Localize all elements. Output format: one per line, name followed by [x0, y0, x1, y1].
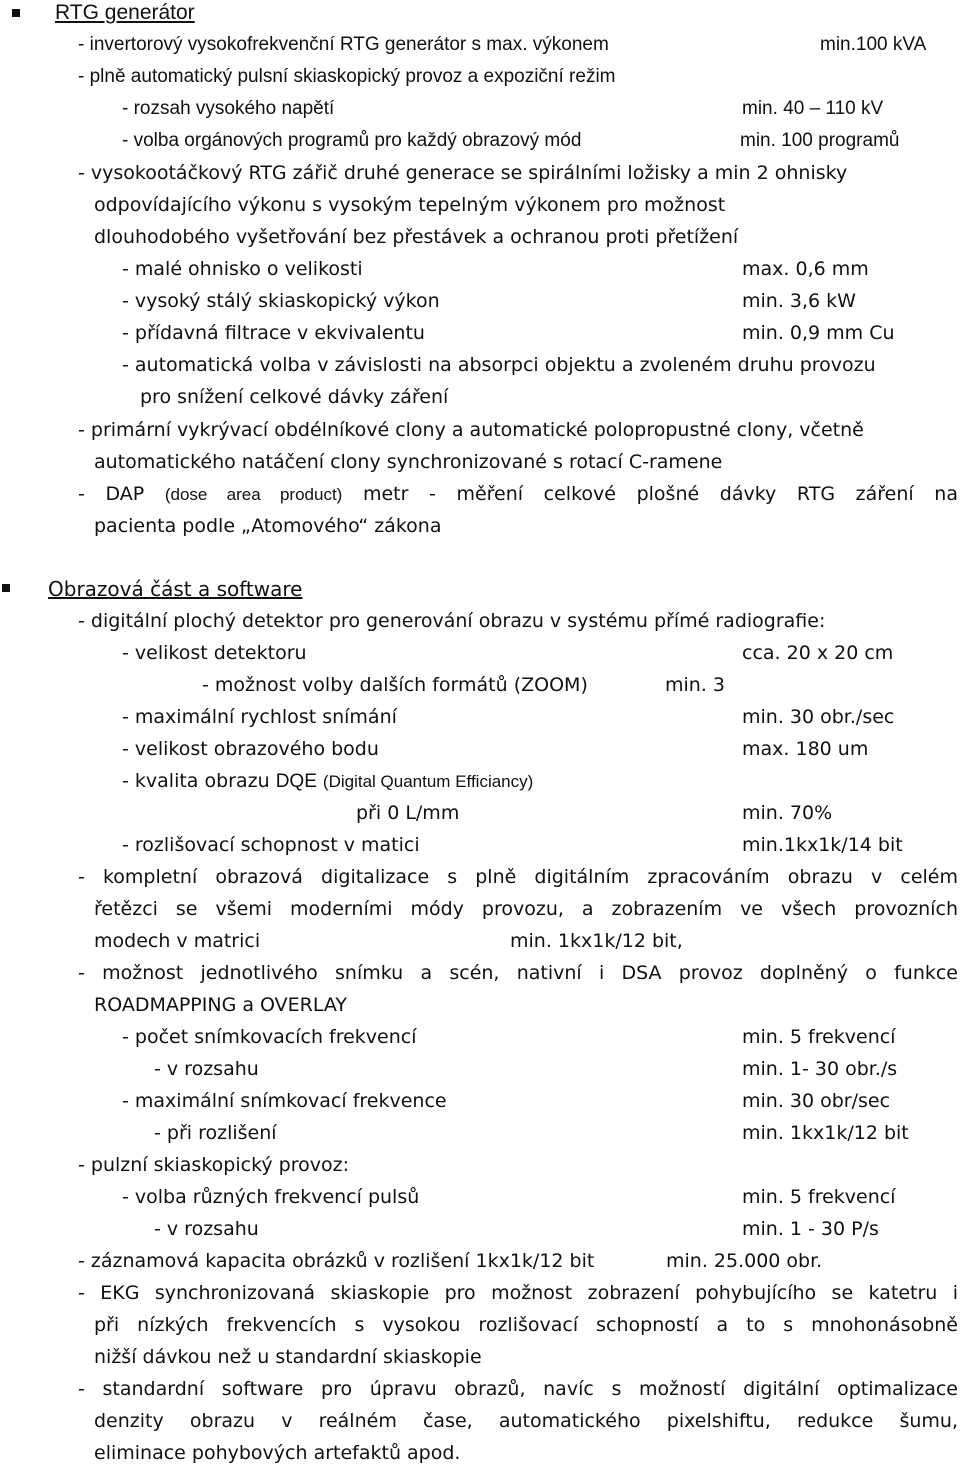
spec-line: - v rozsahu — [154, 1218, 259, 1240]
spec-line: denzity obrazu v reálném čase, automatického pixelshiftu, redukce šumu, — [94, 1410, 958, 1432]
spec-line: - rozsah vysokého napětí — [122, 98, 335, 119]
spec-value: min.100 kVA — [820, 34, 927, 55]
spec-line-dqe — [122, 769, 533, 794]
spec-line: - velikost detektoru — [122, 642, 307, 664]
dap-label: - DAP — [78, 483, 145, 505]
section-bullet — [2, 584, 10, 592]
spec-line: - standardní software pro úpravu obrazů, navíc s možností digitální optimalizace — [78, 1378, 958, 1400]
spec-line: řetězci se všemi moderními módy provozu, a zobrazením ve všech provozních — [94, 898, 958, 920]
spec-line: - možnost jednotlivého snímku a scén, nativní i DSA provoz doplněný o funkce — [78, 962, 958, 984]
spec-line: odpovídajícího výkonu s vysokým tepelným výkonem pro možnost — [94, 194, 726, 216]
spec-value: min.1kx1k/14 bit — [742, 834, 903, 856]
spec-value: min. 40 – 110 kV — [742, 98, 884, 119]
spec-line: při nízkých frekvencích s vysokou rozlišovací schopností a to s mnohonásobně — [94, 1314, 958, 1336]
dap-description: metr - měření celkové plošné dávky RTG záření na — [362, 483, 958, 505]
spec-line: - digitální plochý detektor pro generování obrazu v systému přímé radiografie: — [78, 610, 826, 632]
spec-line: automatického natáčení clony synchronizované s rotací C-ramene — [94, 451, 723, 473]
spec-value: min. 5 frekvencí — [742, 1026, 896, 1048]
section-bullet — [12, 9, 20, 17]
spec-line: - vysokootáčkový RTG zářič druhé generace se spirálními ložisky a min 2 ohnisky — [78, 162, 848, 184]
spec-line: - volba orgánových programů pro každý obrazový mód — [122, 130, 582, 151]
section-title-imaging: Obrazová část a software — [48, 577, 303, 601]
spec-line: pacienta podle „Atomového“ zákona — [94, 515, 442, 537]
spec-line: - maximální snímkovací frekvence — [122, 1090, 447, 1112]
spec-line: modech v matrici — [94, 930, 261, 952]
spec-value: min. 30 obr/sec — [742, 1090, 891, 1112]
spec-value: min. 70% — [742, 802, 833, 824]
spec-value: min. 0,9 mm Cu — [742, 322, 895, 344]
spec-value: min. 1kx1k/12 bit — [742, 1122, 909, 1144]
spec-line: - plně automatický pulsní skiaskopický provoz a expoziční režim — [78, 66, 616, 87]
spec-line: - počet snímkovacích frekvencí — [122, 1026, 417, 1048]
spec-value: min. 100 programů — [740, 130, 900, 151]
spec-line: - kompletní obrazová digitalizace s plně digitálním zpracováním obrazu v celém — [78, 866, 958, 888]
spec-value: min. 25.000 obr. — [666, 1250, 823, 1272]
dqe-expansion: (Digital Quantum Efficiancy) — [322, 772, 534, 791]
spec-line: - při rozlišení — [154, 1122, 277, 1144]
spec-line: - přídavná filtrace v ekvivalentu — [122, 322, 425, 344]
spec-line: - invertorový vysokofrekvenční RTG generátor s max. výkonem — [78, 34, 609, 55]
spec-line: - volba různých frekvencí pulsů — [122, 1186, 420, 1208]
spec-value: min. 1kx1k/12 bit, — [510, 930, 683, 952]
dap-expansion: (dose area product) — [164, 485, 343, 504]
spec-line: - záznamová kapacita obrázků v rozlišení 1kx1k/12 bit — [78, 1250, 595, 1272]
spec-line: - primární vykrývací obdélníkové clony a automatické polopropustné clony, včetně — [78, 419, 864, 441]
spec-value: min. 30 obr./sec — [742, 706, 895, 728]
spec-value: cca. 20 x 20 cm — [742, 642, 894, 664]
spec-value: max. 0,6 mm — [742, 258, 869, 280]
spec-value: max. 180 um — [742, 738, 869, 760]
spec-line: ROADMAPPING a OVERLAY — [94, 994, 347, 1016]
spec-value: min. 5 frekvencí — [742, 1186, 896, 1208]
spec-line: - malé ohnisko o velikosti — [122, 258, 363, 280]
spec-line: - EKG synchronizovaná skiaskopie pro možnost zobrazení pohybujícího se katetru i — [78, 1282, 958, 1304]
spec-line: - rozlišovací schopnost v matici — [122, 834, 420, 856]
spec-line: dlouhodobého vyšetřování bez přestávek a ochranou proti přetížení — [94, 226, 739, 248]
spec-line: - maximální rychlost snímání — [122, 706, 397, 728]
spec-value: min. 1 - 30 P/s — [742, 1218, 879, 1240]
spec-value: min. 3,6 kW — [742, 290, 856, 312]
spec-value: min. 3 — [665, 674, 725, 696]
spec-line: - automatická volba v závislosti na absorpci objektu a zvoleném druhu provozu — [122, 354, 876, 376]
spec-line: eliminace pohybových artefaktů apod. — [94, 1442, 461, 1464]
spec-line: při 0 L/mm — [356, 802, 460, 824]
dqe-abbr: DQE — [275, 771, 317, 792]
spec-line: nižší dávkou než u standardní skiaskopie — [94, 1346, 482, 1368]
spec-line: - možnost volby dalších formátů (ZOOM) — [202, 674, 588, 696]
spec-line: pro snížení celkové dávky záření — [140, 386, 449, 408]
spec-line: - vysoký stálý skiaskopický výkon — [122, 290, 440, 312]
section-title-rtg: RTG generátor — [55, 1, 195, 24]
dqe-label: - kvalita obrazu — [122, 770, 270, 792]
spec-line: - v rozsahu — [154, 1058, 259, 1080]
spec-value: min. 1- 30 obr./s — [742, 1058, 898, 1080]
spec-line: - velikost obrazového bodu — [122, 738, 379, 760]
spec-line: - pulzní skiaskopický provoz: — [78, 1154, 350, 1176]
spec-line-dap — [78, 482, 958, 507]
